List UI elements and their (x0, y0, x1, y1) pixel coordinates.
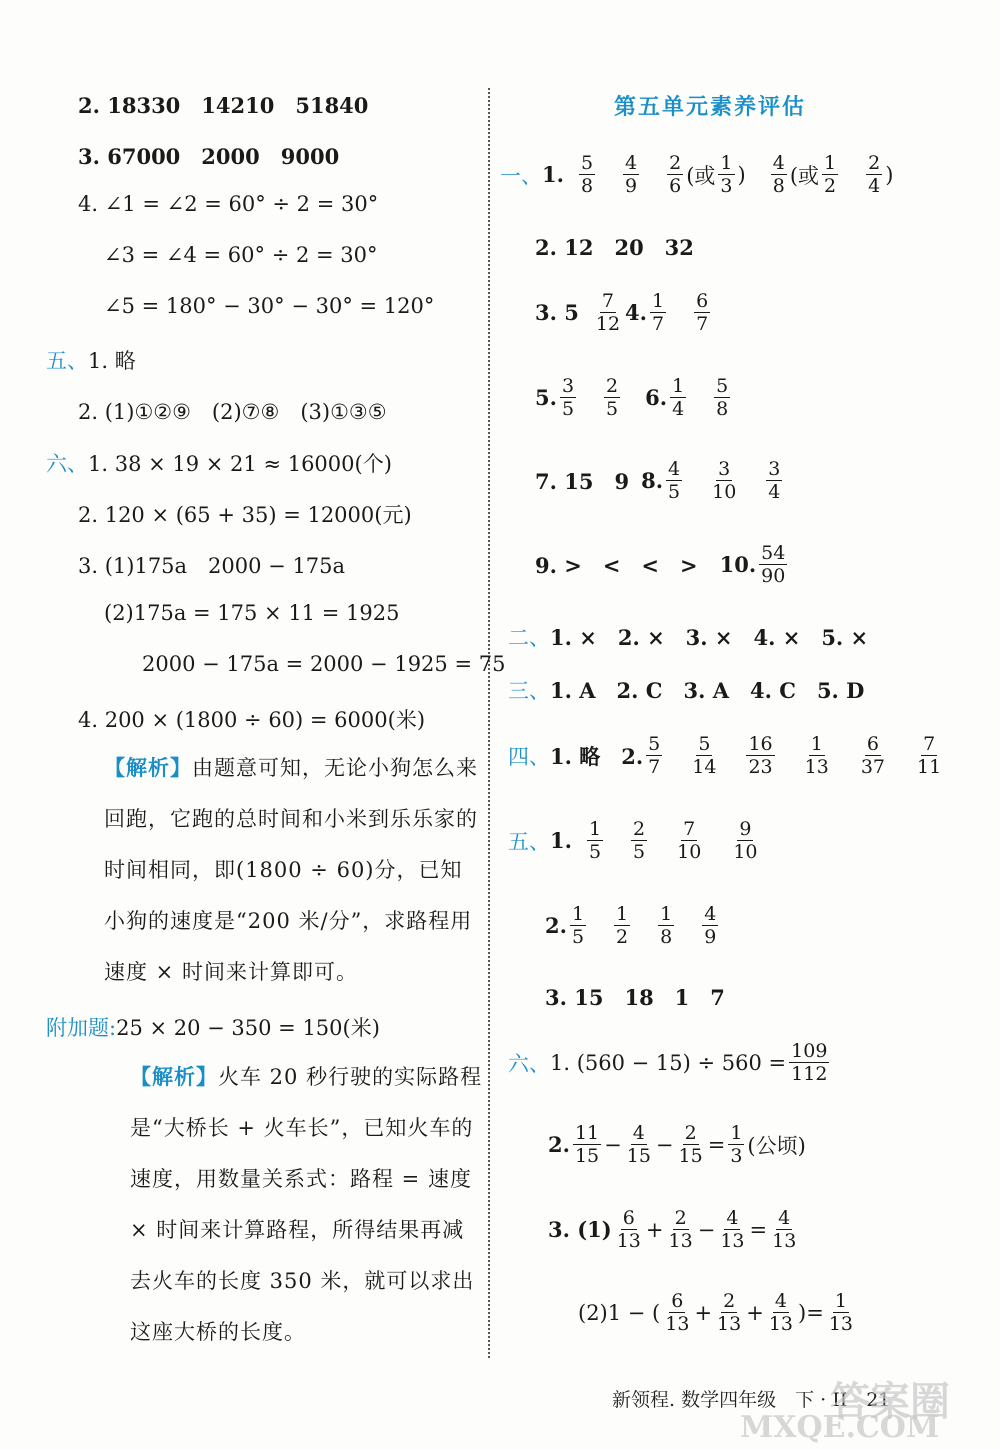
answer-4c: ∠5 = 180° − 30° − 30° = 120° (104, 294, 435, 318)
section-label: 一、 (500, 163, 542, 188)
fraction: $\frac{5}{8}$ (580, 152, 594, 197)
equation: 1. (560 − 15) ÷ 560 = (550, 1050, 787, 1075)
fraction: $\frac{4}{15}$ (626, 1122, 651, 1167)
q-num: 6. (645, 385, 668, 410)
q-num: 8. (641, 468, 664, 493)
fraction: $\frac{4}{13}$ (720, 1207, 745, 1252)
r-s1-9 (535, 542, 790, 587)
fraction: $\frac{2}{4}$ (868, 152, 881, 197)
fraction: $\frac{1}{3}$ (720, 152, 733, 197)
fraction: $\frac{6}{37}$ (860, 733, 886, 778)
answer-6-3c: 2000 − 175a = 2000 − 1925 = 75 (142, 652, 506, 676)
page-title: 第五单元素养评估 (614, 94, 807, 120)
fraction: $\frac{2}{15}$ (678, 1122, 703, 1167)
answer-2: 2. 18330 14210 51840 (78, 93, 369, 118)
paren: ) (885, 162, 894, 187)
q-num: 5. (535, 385, 557, 410)
unit: (公顷) (747, 1133, 806, 1158)
extra-question (46, 1012, 380, 1042)
operator: = (707, 1132, 726, 1157)
fraction: $\frac{4}{13}$ (772, 1207, 797, 1252)
section-label: 六、 (508, 1051, 550, 1076)
r-s6-1 (508, 1040, 832, 1085)
fraction: $\frac{6}{7}$ (696, 290, 709, 335)
r-s1-5 (535, 375, 733, 420)
analysis-text: 火车 20 秒行驶的实际路程是“大桥长 + 火车长”，已知火车的速度，用数量关系式：路程 = 速度 × 时间来计算路程，所得结果再减去火车的长度 350 米，就可以求出这座大桥的长度。 (130, 1065, 483, 1344)
fraction: $\frac{2}{5}$ (633, 818, 646, 863)
fraction: $\frac{4}{9}$ (704, 903, 717, 948)
section-5-left (46, 345, 136, 375)
r-s6-2 (548, 1122, 806, 1167)
q-num: 2. (545, 913, 567, 938)
r-s5-3: 3. 15 18 1 7 (545, 985, 725, 1010)
fraction: $\frac{4}{8}$ (772, 152, 785, 197)
fraction: $\frac{4}{9}$ (625, 152, 638, 197)
fraction: $\frac{5}{7}$ (648, 733, 661, 778)
or-text: (或 (789, 163, 820, 188)
answers: 1. A 2. C 3. A 4. C 5. D (550, 678, 865, 703)
fraction: $\frac{11}{15}$ (574, 1122, 600, 1167)
fraction: $\frac{4}{13}$ (768, 1290, 794, 1335)
fraction: $\frac{1}{4}$ (672, 375, 685, 420)
operator: − (655, 1132, 674, 1157)
fraction: $\frac{9}{10}$ (733, 818, 758, 863)
fraction: $\frac{6}{13}$ (665, 1290, 690, 1335)
r-s1-3 (535, 290, 713, 335)
q-num: 3. 5 (535, 300, 579, 325)
analysis-text: 由题意可知，无论小狗怎么来回跑，它跑的总时间和小米到乐乐家的时间相同，即(1800 ÷ 60)分，已知小狗的速度是“200 米/分”，求路程用速度 × 时间来计算即可。 (104, 756, 478, 984)
section-label: 六、 (46, 452, 88, 476)
section-label: 二、 (508, 626, 550, 650)
equation: (2)1 − ( (578, 1300, 661, 1325)
operator: + (746, 1300, 764, 1325)
watermark-logo: 答案圈 (830, 1378, 950, 1425)
section-label: 五、 (46, 349, 88, 373)
fraction: $\frac{6}{13}$ (616, 1207, 641, 1252)
page-footer: 新领程. 数学四年级 下 · II 21 (612, 1389, 891, 1411)
r-s5-1 (508, 818, 763, 863)
fraction: $\frac{1}{7}$ (651, 290, 665, 335)
fraction: $\frac{2}{5}$ (606, 375, 619, 420)
fraction: $\frac{7}{11}$ (917, 733, 942, 778)
fraction: $\frac{16}{23}$ (748, 733, 773, 778)
fraction: $\frac{2}{13}$ (668, 1207, 693, 1252)
operator: = (806, 1300, 824, 1325)
r-s5-2 (545, 903, 721, 948)
r-s4 (508, 733, 946, 778)
operator: − (604, 1132, 622, 1157)
answer-3: 3. 67000 2000 9000 (78, 144, 340, 169)
q-num: 1. (550, 828, 572, 853)
section-label: 三、 (508, 679, 550, 703)
q-num: 7. 15 9 (535, 468, 630, 494)
r-s6-3a (548, 1207, 801, 1252)
fraction: $\frac{1}{3}$ (730, 1122, 743, 1167)
analysis-tag: 【解析】 (104, 755, 192, 780)
operator: − (697, 1217, 716, 1242)
analysis-tag: 【解析】 (130, 1064, 218, 1089)
operator: + (645, 1217, 664, 1242)
r-s6-3b (578, 1290, 858, 1335)
q-num: 1. (542, 162, 564, 187)
answer-6-1: 1. 38 × 19 × 21 ≈ 16000(个) (88, 452, 392, 476)
operator: = (749, 1217, 768, 1242)
answer-6-3b: (2)175a = 175 × 11 = 1925 (104, 601, 400, 625)
fraction: $\frac{7}{12}$ (595, 290, 621, 335)
fraction: $\frac{1}{8}$ (660, 903, 673, 948)
answer-6-4: 4. 200 × (1800 ÷ 60) = 6000(米) (78, 708, 426, 732)
fraction: $\frac{1}{2}$ (616, 903, 629, 948)
fraction: $\frac{1}{5}$ (588, 818, 602, 863)
fraction: $\frac{109}{112}$ (791, 1040, 828, 1085)
extra-label: 附加题: (46, 1016, 117, 1040)
q-num: 2. (548, 1132, 570, 1157)
section-label: 五、 (508, 829, 550, 854)
paren: ) (737, 162, 746, 187)
q-num: 1. 略 2. (550, 743, 644, 769)
r-s1-7 (535, 458, 785, 503)
r-s3 (508, 675, 864, 705)
fraction: $\frac{7}{10}$ (677, 818, 702, 863)
fraction: $\frac{54}{90}$ (761, 542, 786, 587)
q-num: 3. (1) (548, 1217, 612, 1242)
r-s1-1 (500, 152, 893, 197)
r-s1-2: 2. 12 20 32 (535, 235, 694, 260)
answer-5-2: 2. (1)①②⑨ (2)⑦⑧ (3)①③⑤ (78, 400, 387, 424)
section-label: 四、 (508, 744, 550, 769)
analysis-2 (130, 1051, 486, 1358)
or-text: (或 (686, 163, 716, 188)
section-6-left (46, 448, 392, 478)
paren: ) (798, 1300, 807, 1325)
fraction: $\frac{2}{6}$ (669, 152, 682, 197)
fraction: $\frac{3}{5}$ (561, 375, 575, 420)
fraction: $\frac{2}{13}$ (717, 1290, 742, 1335)
fraction: $\frac{4}{5}$ (668, 458, 681, 503)
answer-4a: 4. ∠1 = ∠2 = 60° ÷ 2 = 30° (78, 192, 379, 216)
watermark-url: MXQE.COM (740, 1410, 940, 1445)
fraction: $\frac{5}{8}$ (716, 375, 729, 420)
column-divider (488, 88, 490, 1358)
answer-6-3a: 3. (1)175a 2000 − 175a (78, 554, 346, 578)
fraction: $\frac{3}{4}$ (768, 458, 781, 503)
answer-5-1: 1. 略 (88, 349, 136, 373)
q-num: 10. (719, 552, 757, 577)
analysis-1 (104, 742, 484, 998)
fraction: $\frac{1}{5}$ (571, 903, 585, 948)
fraction: $\frac{5}{14}$ (692, 733, 717, 778)
answer-6-2: 2. 120 × (65 + 35) = 12000(元) (78, 503, 412, 527)
fraction: $\frac{1}{13}$ (828, 1290, 854, 1335)
extra-answer: 25 × 20 − 350 = 150(米) (116, 1016, 380, 1040)
fraction: $\frac{3}{10}$ (712, 458, 737, 503)
answers: 1. × 2. × 3. × 4. × 5. × (550, 625, 869, 650)
fraction: $\frac{1}{13}$ (804, 733, 829, 778)
answer-4b: ∠3 = ∠4 = 60° ÷ 2 = 30° (104, 243, 378, 267)
q-num: 9. > < < > (535, 552, 698, 578)
fraction: $\frac{1}{2}$ (824, 152, 837, 197)
q-num: 4. (625, 300, 647, 325)
r-s2 (508, 622, 868, 652)
operator: + (694, 1300, 713, 1325)
